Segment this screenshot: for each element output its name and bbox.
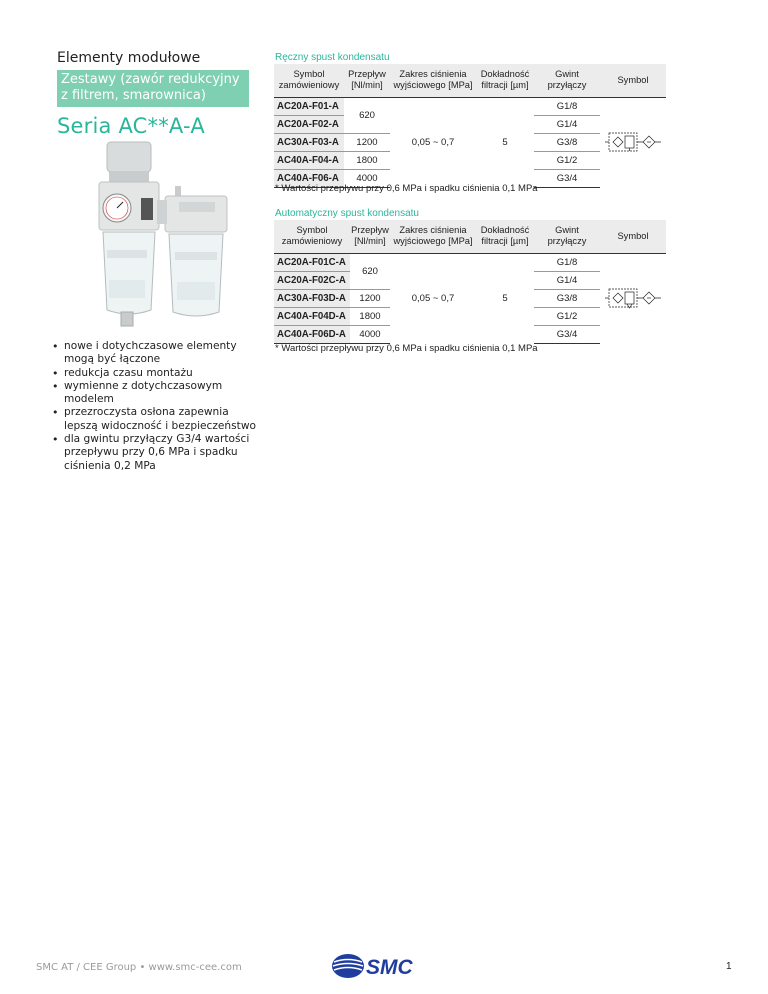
- order-code: AC40A-F06-A: [274, 169, 344, 187]
- pressure-range-value: 0,05 ~ 0,7: [411, 136, 455, 148]
- footer-company: SMC AT / CEE Group • www.smc-cee.com: [36, 962, 242, 973]
- pneumatic-symbol-icon: [605, 129, 661, 155]
- thread-value: G3/4: [534, 325, 600, 343]
- band-line-2: z filtrem, smarownica): [61, 88, 206, 103]
- thread-value: G3/4: [534, 169, 600, 187]
- col-flow: Przepływ [Nl/min]: [350, 220, 390, 253]
- feature-item: • dla gwintu przyłączy G3/4 wartości przepływu przy 0,6 MPa i spadku ciśnienia 0,2 MPa: [52, 433, 262, 473]
- thread-value: G1/8: [534, 253, 600, 271]
- feature-item: • wymienne z dotychczasowym modelem: [52, 380, 262, 407]
- symbol-cell: [600, 97, 666, 187]
- flow-value: 1800: [350, 307, 390, 325]
- pressure-range-value: 0,05 ~ 0,7: [411, 292, 455, 304]
- product-image: [95, 140, 235, 340]
- band-line-1: Zestawy (zawór redukcyjny: [61, 72, 240, 87]
- table-row: [274, 253, 666, 271]
- col-filtration: Dokładność filtracji [µm]: [476, 220, 534, 253]
- thread-value: G1/2: [534, 307, 600, 325]
- col-symbol: Symbol: [600, 64, 666, 97]
- page-number: 1: [726, 961, 732, 972]
- symbol-cell: [600, 253, 666, 343]
- order-code: AC20A-F01-A: [274, 97, 344, 115]
- feature-item: • nowe i dotychczasowe elementy mogą być łączone: [52, 340, 262, 367]
- order-code: AC30A-F03D-A: [274, 289, 350, 307]
- order-code: AC20A-F02-A: [274, 115, 344, 133]
- spec-table-auto: [274, 220, 666, 344]
- filtration-value: 5: [502, 292, 508, 304]
- col-thread: Gwint przyłączy: [534, 220, 600, 253]
- svg-text:SMC: SMC: [366, 956, 413, 979]
- flow-value: 620: [344, 97, 390, 133]
- thread-value: G1/4: [534, 115, 600, 133]
- category-title: Elementy modułowe: [57, 50, 201, 66]
- thread-value: G1/2: [534, 151, 600, 169]
- flow-value: 4000: [344, 169, 390, 187]
- table2-title: Automatyczny spust kondensatu: [275, 208, 419, 219]
- order-code: AC40A-F04D-A: [274, 307, 350, 325]
- thread-value: G3/8: [534, 289, 600, 307]
- flow-value: 620: [350, 253, 390, 289]
- col-pressure-range: Zakres ciśnienia wyjściowego [MPa]: [390, 220, 476, 253]
- filtration-value: 5: [502, 136, 508, 148]
- col-pressure-range: Zakres ciśnienia wyjściowego [MPa]: [390, 64, 476, 97]
- table-row: [274, 97, 666, 115]
- feature-item: • przezroczysta osłona zapewnia lepszą widoczność i bezpieczeństwo: [52, 406, 262, 433]
- series-title: Seria AC**A-A: [57, 114, 205, 138]
- order-code: AC40A-F04-A: [274, 151, 344, 169]
- col-order-code: Symbol zamówieniowy: [274, 220, 350, 253]
- order-code: AC20A-F01C-A: [274, 253, 350, 271]
- flow-value: 1200: [350, 289, 390, 307]
- flow-value: 1200: [344, 133, 390, 151]
- feature-list: [52, 340, 262, 473]
- col-order-code: Symbol zamówieniowy: [274, 64, 344, 97]
- order-code: AC40A-F06D-A: [274, 325, 350, 343]
- table-header-row: [274, 64, 666, 97]
- table1-note: * Wartości przepływu przy 0,6 MPa i spadku ciśnienia 0,1 MPa: [275, 183, 538, 194]
- col-flow: Przepływ [Nl/min]: [344, 64, 390, 97]
- thread-value: G1/4: [534, 271, 600, 289]
- smc-logo: [330, 951, 434, 981]
- col-thread: Gwint przyłączy: [534, 64, 600, 97]
- col-symbol: Symbol: [600, 220, 666, 253]
- table-header-row: [274, 220, 666, 253]
- order-code: AC30A-F03-A: [274, 133, 344, 151]
- flow-value: 4000: [350, 325, 390, 343]
- category-band: [57, 70, 249, 107]
- table1-title: Ręczny spust kondensatu: [275, 52, 390, 63]
- col-filtration: Dokładność filtracji [µm]: [476, 64, 534, 97]
- left-column: [57, 50, 257, 138]
- flow-value: 1800: [344, 151, 390, 169]
- thread-value: G3/8: [534, 133, 600, 151]
- spec-table-manual: [274, 64, 666, 188]
- thread-value: G1/8: [534, 97, 600, 115]
- pneumatic-symbol-icon: [605, 285, 661, 311]
- feature-item: • redukcja czasu montażu: [52, 367, 262, 380]
- order-code: AC20A-F02C-A: [274, 271, 350, 289]
- table2-note: * Wartości przepływu przy 0,6 MPa i spadku ciśnienia 0,1 MPa: [275, 343, 538, 354]
